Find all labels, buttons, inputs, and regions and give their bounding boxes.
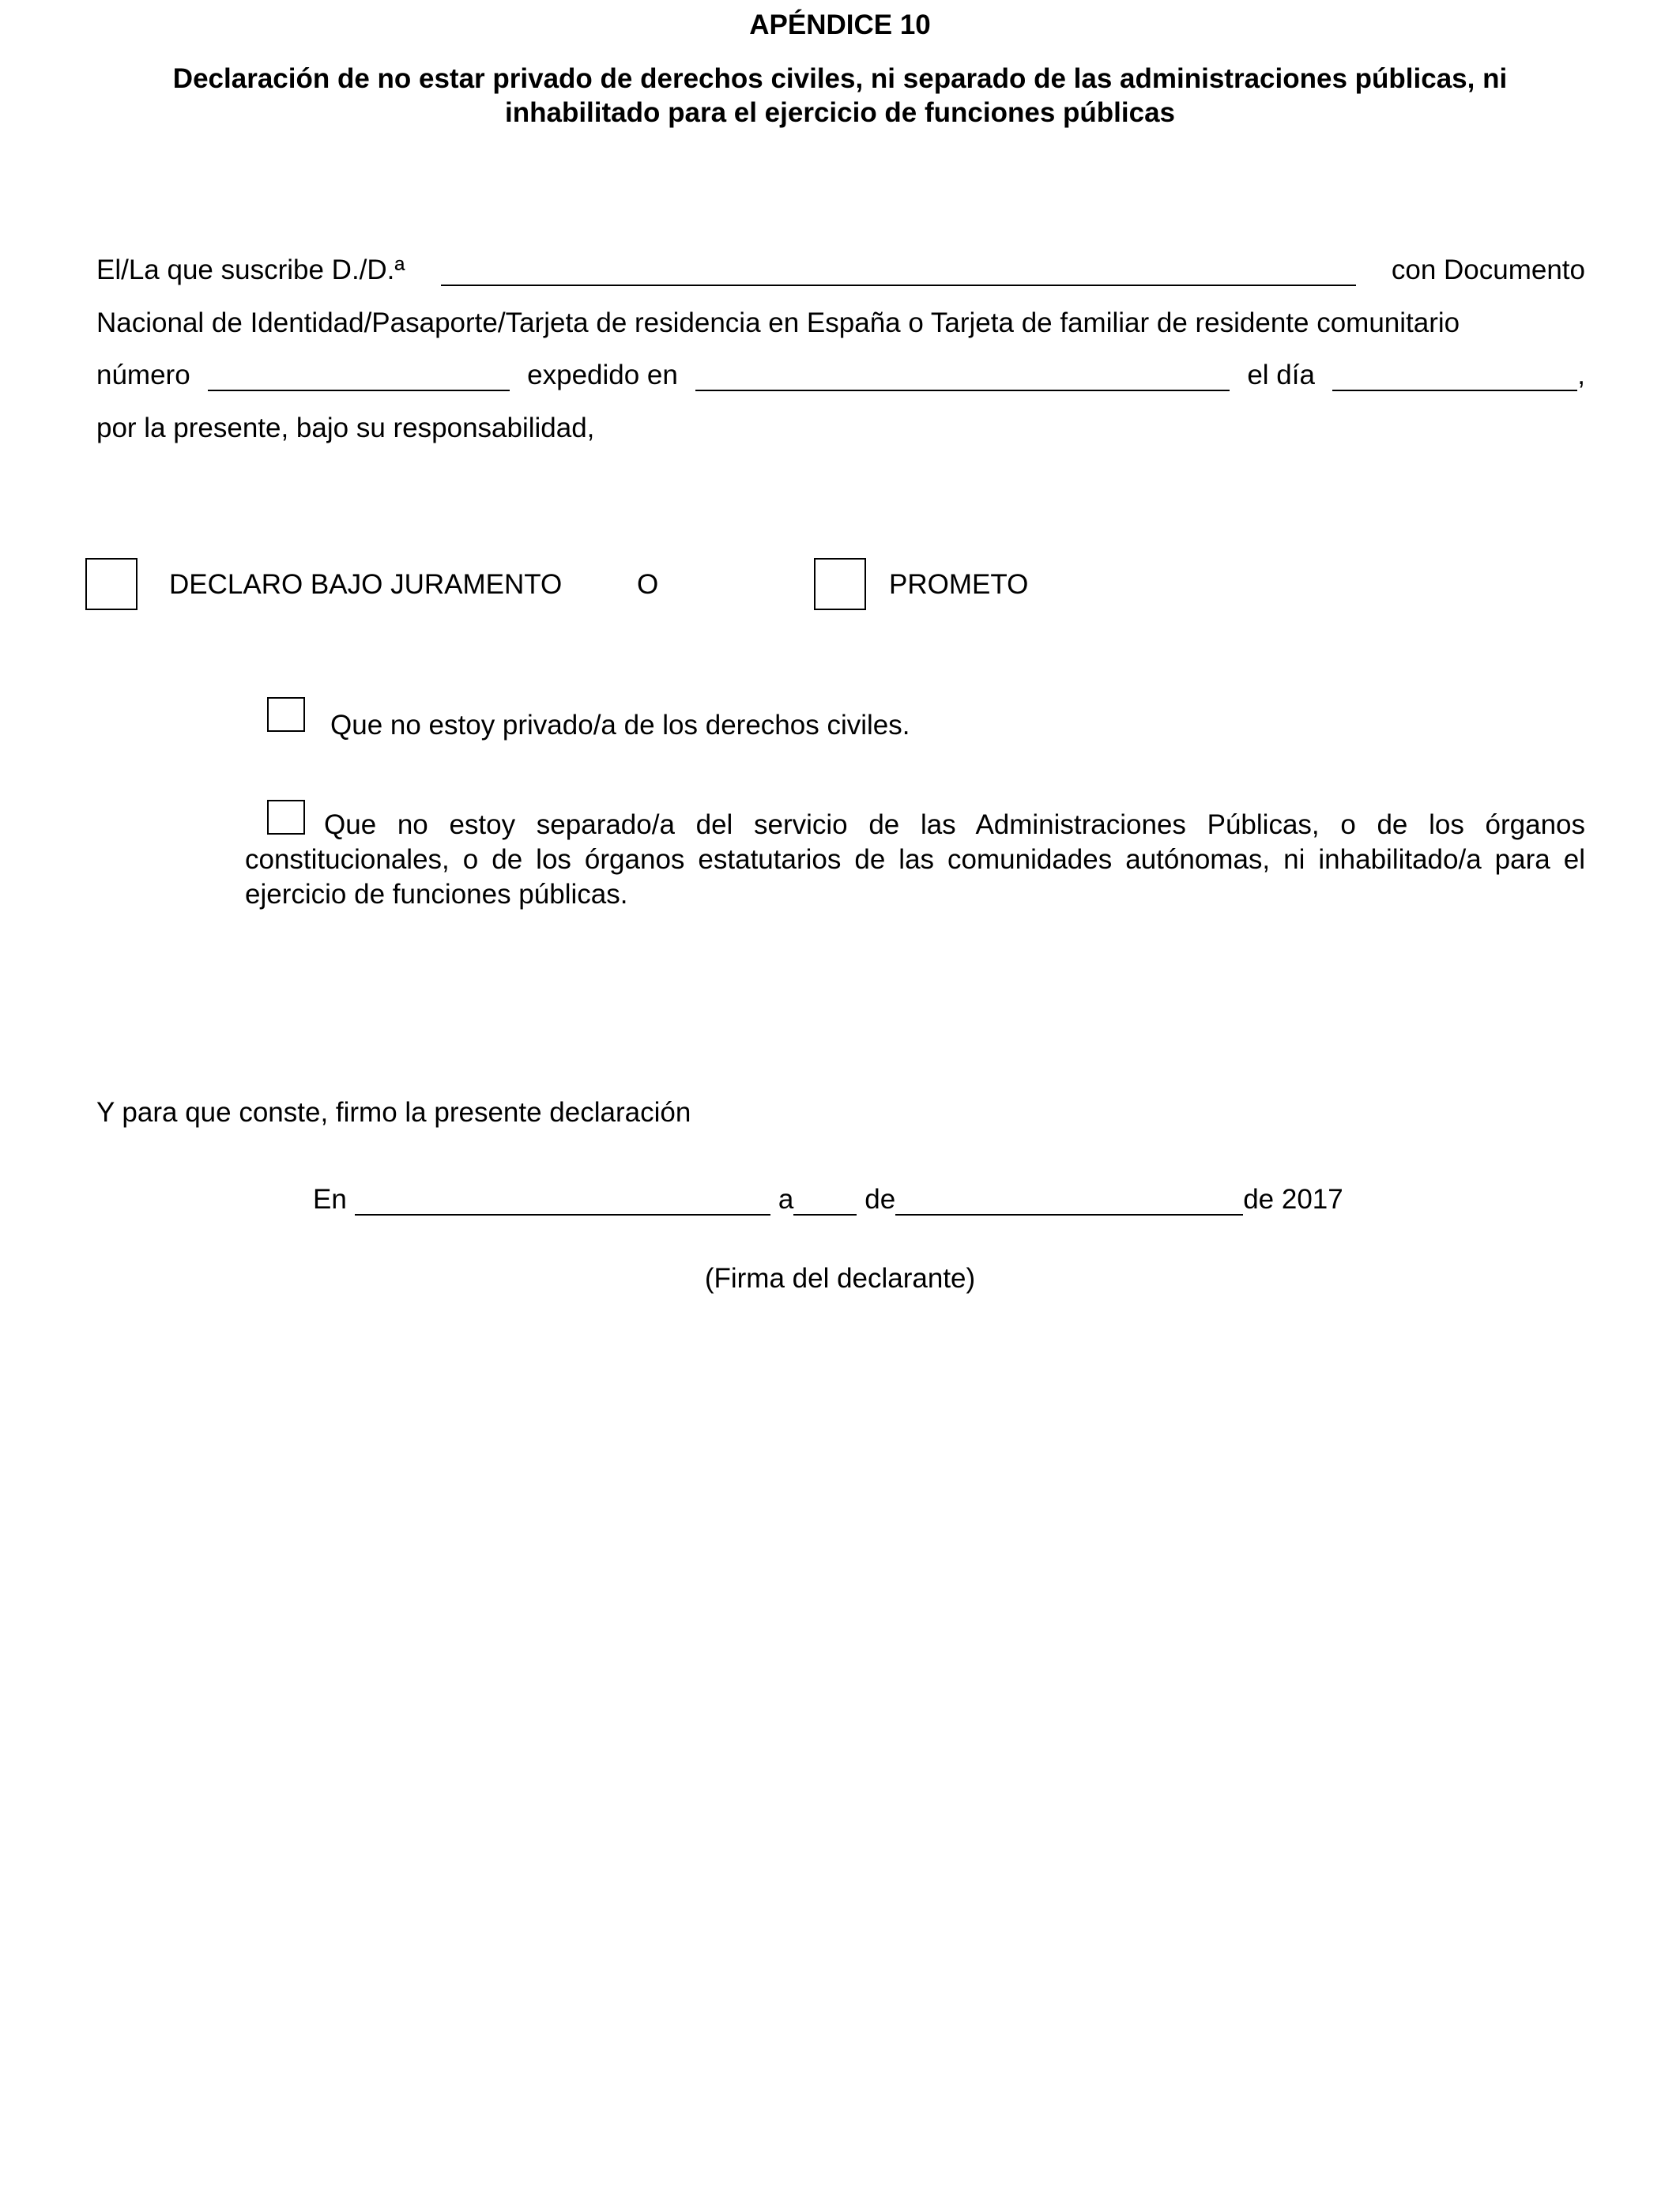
page-title: APÉNDICE 10 [749, 9, 931, 40]
identity-line-2 [96, 307, 1585, 339]
identity-line-1 [96, 254, 1585, 286]
expedido-label: expedido en [527, 360, 678, 390]
suscribe-label: El/La que suscribe D./D.ª [96, 254, 405, 285]
clause-1-text: Que no estoy privado/a de los derechos civiles. [330, 710, 910, 741]
month-blank-field[interactable] [895, 1190, 1243, 1216]
documento-label: con Documento [1391, 254, 1585, 285]
a-label: a [778, 1184, 794, 1215]
clause-2-body: Que no estoy separado/a del servicio de las Administraciones Públicas, o de los órganos constitucionales, o de los órganos estatutarios de las comunidades autónomas, ni inhabilitado/a para el ejercicio de funciones públicas. [245, 809, 1585, 910]
signature-label: (Firma del declarante) [704, 1263, 976, 1294]
year-label: de 2017 [1243, 1184, 1343, 1215]
clause-1-checkbox[interactable] [267, 697, 305, 732]
issued-in-blank-field[interactable] [695, 366, 1230, 391]
prometo-checkbox[interactable] [814, 558, 866, 610]
place-blank-field[interactable] [355, 1190, 770, 1216]
or-label: O [637, 569, 659, 600]
document-subtitle: Declaración de no estar privado de derechos civiles, ni separado de las administraciones públicas, ni inhabilitado para el ejercicio de funciones públicas [172, 63, 1508, 128]
day-blank-field[interactable] [793, 1190, 857, 1216]
de-label: de [864, 1184, 896, 1215]
closing-statement: Y para que conste, firmo la presente declaración [96, 1097, 691, 1128]
comma: , [1577, 360, 1585, 390]
numero-label: número [96, 360, 190, 390]
issue-date-blank-field[interactable] [1332, 366, 1577, 391]
declaro-checkbox[interactable] [85, 558, 137, 610]
en-label: En [313, 1184, 347, 1215]
dia-label: el día [1247, 360, 1315, 390]
responsibility-line: por la presente, bajo su responsabilidad, [96, 413, 595, 443]
document-types-text: Nacional de Identidad/Pasaporte/Tarjeta de residencia en España o Tarjeta de familiar de residente comunitario [96, 307, 1460, 338]
issue-date-group [1332, 360, 1585, 391]
clause-2-text [245, 808, 1585, 912]
declaro-label: DECLARO BAJO JURAMENTO [169, 569, 563, 600]
document-number-blank-field[interactable] [208, 366, 510, 391]
prometo-label: PROMETO [889, 569, 1029, 600]
name-blank-field[interactable] [441, 261, 1356, 286]
place-date-line [313, 1184, 1343, 1216]
identity-line-3 [96, 360, 1585, 391]
